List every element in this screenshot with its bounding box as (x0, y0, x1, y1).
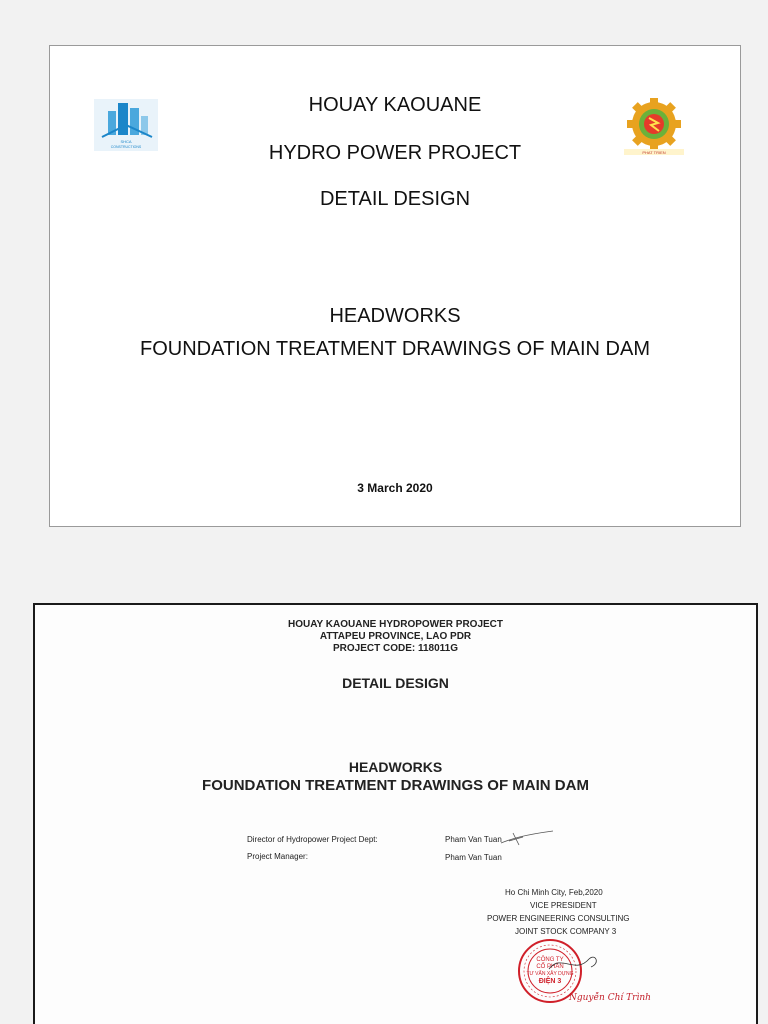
cover-title-line-2: HYDRO POWER PROJECT (268, 142, 522, 164)
vice-president-signature-icon (545, 949, 605, 979)
cover-section: HEADWORKS (329, 305, 461, 327)
signature-name-director: Pham Van Tuan (445, 835, 502, 844)
project-province: ATTAPEU PROVINCE, LAO PDR (319, 631, 472, 642)
company-name-line-1: POWER ENGINEERING CONSULTING (487, 914, 630, 923)
signer-name: Nguyễn Chí Trình (569, 993, 651, 1003)
cover-title-line-3: DETAIL DESIGN (319, 188, 471, 210)
signature-scribble-icon (497, 827, 557, 849)
cover-sheet (49, 45, 741, 527)
svg-text:CÔNG TY: CÔNG TY (536, 957, 564, 963)
signature-role-manager: Project Manager: (247, 852, 308, 861)
company-name-line-2: JOINT STOCK COMPANY 3 (515, 927, 617, 936)
svg-text:CỔ PHẦN: CỔ PHẦN (536, 964, 564, 970)
title-section: HEADWORKS (348, 759, 443, 775)
cover-date: 3 March 2020 (357, 481, 433, 495)
logo-right-caption: PHAT TRIEN (642, 150, 666, 155)
cover-subtitle: FOUNDATION TREATMENT DRAWINGS OF MAIN DAM (140, 338, 650, 360)
signature-role-director: Director of Hydropower Project Dept: (247, 835, 378, 844)
cover-title-line-1: HOUAY KAOUANE (308, 94, 482, 116)
title-page-sheet (33, 603, 758, 1024)
title-subtitle: FOUNDATION TREATMENT DRAWINGS OF MAIN DAM (202, 777, 589, 794)
svg-text:SHCA: SHCA (120, 139, 132, 144)
project-name: HOUAY KAOUANE HYDROPOWER PROJECT (287, 619, 504, 630)
signer-title: VICE PRESIDENT (530, 901, 597, 910)
svg-text:CONSTRUCTIONS: CONSTRUCTIONS (110, 145, 142, 149)
svg-text:TƯ VẤN XÂY DỰNG: TƯ VẤN XÂY DỰNG (526, 971, 574, 977)
svg-text:ĐIỆN 3: ĐIỆN 3 (538, 978, 562, 985)
place-date: Ho Chi Minh City, Feb,2020 (505, 888, 603, 897)
project-code: PROJECT CODE: 118011G (332, 643, 459, 654)
signature-name-manager: Pham Van Tuan (445, 853, 502, 862)
design-stage: DETAIL DESIGN (342, 675, 449, 691)
